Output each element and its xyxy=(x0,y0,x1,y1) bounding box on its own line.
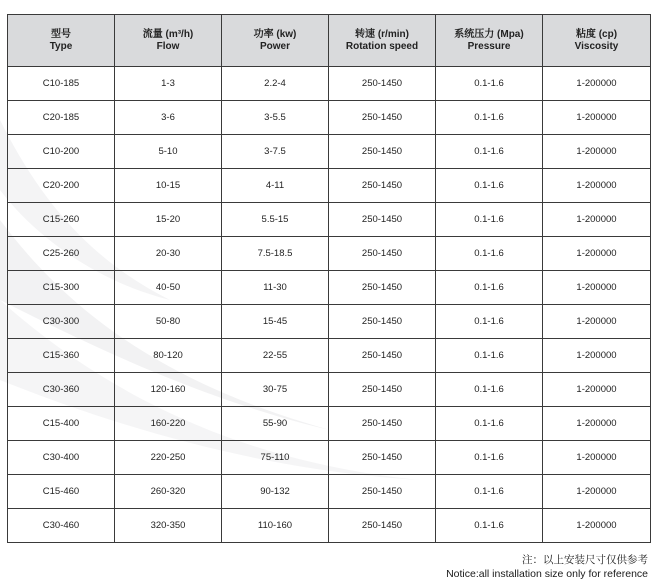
table-row xyxy=(8,475,651,509)
cell-type: C20-200 xyxy=(8,169,115,203)
cell-pressure: 0.1-1.6 xyxy=(436,67,543,101)
cell-rotation-speed: 250-1450 xyxy=(329,407,436,441)
cell-viscosity: 1-200000 xyxy=(543,305,651,339)
cell-type: C30-400 xyxy=(8,441,115,475)
table-header xyxy=(8,15,651,67)
cell-viscosity: 1-200000 xyxy=(543,373,651,407)
cell-type: C15-460 xyxy=(8,475,115,509)
table-row xyxy=(8,135,651,169)
table-row xyxy=(8,237,651,271)
cell-type: C25-260 xyxy=(8,237,115,271)
header-power: 功率 (kw) Power xyxy=(222,15,329,67)
cell-pressure: 0.1-1.6 xyxy=(436,169,543,203)
cell-flow: 320-350 xyxy=(115,509,222,543)
cell-power: 75-110 xyxy=(222,441,329,475)
cell-viscosity: 1-200000 xyxy=(543,203,651,237)
header-viscosity: 粘度 (cp) Viscosity xyxy=(543,15,651,67)
cell-viscosity: 1-200000 xyxy=(543,475,651,509)
cell-flow: 50-80 xyxy=(115,305,222,339)
cell-rotation-speed: 250-1450 xyxy=(329,509,436,543)
cell-rotation-speed: 250-1450 xyxy=(329,305,436,339)
cell-viscosity: 1-200000 xyxy=(543,67,651,101)
cell-viscosity: 1-200000 xyxy=(543,271,651,305)
cell-flow: 220-250 xyxy=(115,441,222,475)
table-row xyxy=(8,407,651,441)
table-row xyxy=(8,339,651,373)
cell-pressure: 0.1-1.6 xyxy=(436,407,543,441)
cell-power: 3-5.5 xyxy=(222,101,329,135)
cell-power: 55-90 xyxy=(222,407,329,441)
cell-power: 90-132 xyxy=(222,475,329,509)
table-row xyxy=(8,271,651,305)
cell-pressure: 0.1-1.6 xyxy=(436,135,543,169)
header-pressure: 系统压力 (Mpa) Pressure xyxy=(436,15,543,67)
cell-power: 11-30 xyxy=(222,271,329,305)
cell-pressure: 0.1-1.6 xyxy=(436,373,543,407)
cell-power: 110-160 xyxy=(222,509,329,543)
cell-flow: 1-3 xyxy=(115,67,222,101)
cell-pressure: 0.1-1.6 xyxy=(436,203,543,237)
cell-power: 2.2-4 xyxy=(222,67,329,101)
cell-type: C10-200 xyxy=(8,135,115,169)
table-row xyxy=(8,101,651,135)
cell-pressure: 0.1-1.6 xyxy=(436,475,543,509)
cell-rotation-speed: 250-1450 xyxy=(329,271,436,305)
cell-flow: 120-160 xyxy=(115,373,222,407)
header-flow: 流量 (m³/h) Flow xyxy=(115,15,222,67)
cell-type: C15-260 xyxy=(8,203,115,237)
cell-power: 7.5-18.5 xyxy=(222,237,329,271)
table-row xyxy=(8,441,651,475)
cell-type: C30-300 xyxy=(8,305,115,339)
cell-type: C20-185 xyxy=(8,101,115,135)
notice-english: Notice:all installation size only for reference xyxy=(446,568,648,580)
cell-rotation-speed: 250-1450 xyxy=(329,441,436,475)
cell-flow: 3-6 xyxy=(115,101,222,135)
table-row xyxy=(8,203,651,237)
cell-power: 22-55 xyxy=(222,339,329,373)
cell-flow: 160-220 xyxy=(115,407,222,441)
cell-type: C30-460 xyxy=(8,509,115,543)
cell-pressure: 0.1-1.6 xyxy=(436,339,543,373)
cell-rotation-speed: 250-1450 xyxy=(329,237,436,271)
cell-rotation-speed: 250-1450 xyxy=(329,135,436,169)
cell-pressure: 0.1-1.6 xyxy=(436,441,543,475)
cell-rotation-speed: 250-1450 xyxy=(329,169,436,203)
table-body xyxy=(8,67,651,543)
table-row xyxy=(8,67,651,101)
cell-pressure: 0.1-1.6 xyxy=(436,101,543,135)
header-row xyxy=(8,15,651,67)
cell-power: 4-11 xyxy=(222,169,329,203)
header-type: 型号 Type xyxy=(8,15,115,67)
cell-viscosity: 1-200000 xyxy=(543,135,651,169)
cell-type: C15-400 xyxy=(8,407,115,441)
cell-rotation-speed: 250-1450 xyxy=(329,475,436,509)
cell-rotation-speed: 250-1450 xyxy=(329,203,436,237)
notice-chinese: 注：以上安装尺寸仅供参考 xyxy=(522,554,648,566)
cell-viscosity: 1-200000 xyxy=(543,509,651,543)
cell-flow: 40-50 xyxy=(115,271,222,305)
cell-pressure: 0.1-1.6 xyxy=(436,509,543,543)
cell-flow: 260-320 xyxy=(115,475,222,509)
table-row xyxy=(8,169,651,203)
specification-table xyxy=(7,14,651,543)
cell-type: C10-185 xyxy=(8,67,115,101)
header-rotation-speed: 转速 (r/min) Rotation speed xyxy=(329,15,436,67)
cell-pressure: 0.1-1.6 xyxy=(436,237,543,271)
cell-power: 5.5-15 xyxy=(222,203,329,237)
table-row xyxy=(8,509,651,543)
cell-viscosity: 1-200000 xyxy=(543,101,651,135)
cell-rotation-speed: 250-1450 xyxy=(329,339,436,373)
cell-viscosity: 1-200000 xyxy=(543,407,651,441)
cell-type: C15-300 xyxy=(8,271,115,305)
table-row xyxy=(8,305,651,339)
reference-notice xyxy=(446,553,648,581)
cell-pressure: 0.1-1.6 xyxy=(436,305,543,339)
cell-pressure: 0.1-1.6 xyxy=(436,271,543,305)
cell-viscosity: 1-200000 xyxy=(543,237,651,271)
cell-flow: 10-15 xyxy=(115,169,222,203)
cell-flow: 15-20 xyxy=(115,203,222,237)
cell-power: 30-75 xyxy=(222,373,329,407)
cell-viscosity: 1-200000 xyxy=(543,339,651,373)
cell-type: C15-360 xyxy=(8,339,115,373)
cell-type: C30-360 xyxy=(8,373,115,407)
cell-rotation-speed: 250-1450 xyxy=(329,373,436,407)
cell-rotation-speed: 250-1450 xyxy=(329,67,436,101)
table-row xyxy=(8,373,651,407)
cell-rotation-speed: 250-1450 xyxy=(329,101,436,135)
cell-power: 3-7.5 xyxy=(222,135,329,169)
cell-flow: 20-30 xyxy=(115,237,222,271)
cell-viscosity: 1-200000 xyxy=(543,169,651,203)
cell-viscosity: 1-200000 xyxy=(543,441,651,475)
cell-flow: 80-120 xyxy=(115,339,222,373)
cell-power: 15-45 xyxy=(222,305,329,339)
cell-flow: 5-10 xyxy=(115,135,222,169)
